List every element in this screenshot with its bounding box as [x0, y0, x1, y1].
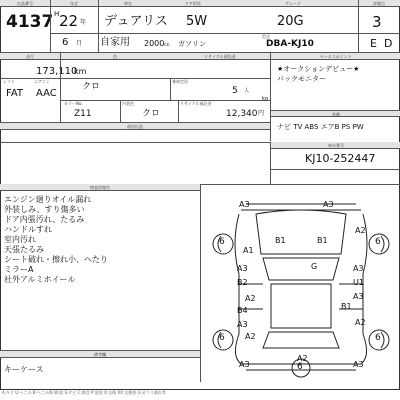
code-a2-right: A2	[245, 294, 256, 303]
damage-diagram	[200, 184, 400, 382]
footer-legend: A:キズ U:へこみ B:へこみ傷 W:波 S:サビ C:腐食 P:塗装 X:交換 XX:交換要 G:ガラス割れ等	[2, 390, 166, 395]
detail-block	[0, 53, 272, 143]
code-g-windshield: G	[311, 262, 318, 271]
note-line: エンジン廻りオイル漏れ	[4, 195, 92, 204]
color-code: Z11	[74, 109, 92, 119]
code-a3-fender-right: A3	[353, 264, 364, 273]
recycle-label-top: リサイクル預託金	[170, 53, 270, 60]
inspector-notes	[0, 184, 200, 350]
note-line: 外装しみ、すり傷多い	[4, 205, 85, 214]
code-a2-bottom: A2	[297, 354, 308, 363]
mileage-value: 173,110	[36, 66, 78, 77]
code-a3-mid-right: A3	[353, 292, 364, 301]
code-a3-bottom-right: A3	[353, 360, 364, 369]
code-b1-bonnet-left: B1	[275, 236, 286, 245]
fuel: ガソリン	[178, 40, 206, 48]
era: H	[54, 10, 60, 18]
code-a2-rear-right: A2	[355, 318, 366, 327]
sales-point-1: ★オークションデビュー★	[277, 65, 360, 73]
recycle-unit: 円	[258, 110, 265, 117]
shift-value: FAT	[6, 88, 24, 99]
remarks-block	[0, 350, 200, 383]
code-a3-bottom-left: A3	[239, 360, 250, 369]
history-label: 前回出品	[0, 123, 270, 130]
sales-point-2: バックモニター	[277, 75, 326, 83]
sales-point-block	[270, 53, 400, 141]
month-value: 6	[62, 37, 69, 48]
tire-fr-tread: 6	[375, 237, 381, 247]
note-line: ミラーA	[4, 265, 34, 274]
model-label: 型式	[262, 34, 270, 39]
chassis-block	[270, 142, 400, 184]
color-label: 色	[60, 53, 170, 60]
seats-label: 乗車定員	[172, 79, 188, 84]
load-unit: kg	[262, 96, 269, 102]
code-a2-top-right: A2	[355, 226, 366, 235]
equipment-label: 装備	[271, 110, 400, 117]
note-line: ハンドルすれ	[4, 225, 52, 234]
lot-number: 4137	[6, 12, 54, 32]
code-b2-fender-left: B2	[237, 278, 248, 287]
car-name: デュアリス	[104, 14, 168, 29]
ac-label: エアコン	[34, 79, 50, 84]
code-a3-rear-left: A3	[237, 320, 248, 329]
score-value: 3	[372, 13, 382, 31]
year-suffix: 年	[80, 19, 87, 26]
color-code-label: カラーNo.	[64, 101, 83, 106]
mileage-label: 走行	[0, 53, 60, 60]
grade-label: グレード	[228, 0, 358, 7]
code-a3-front-right: A3	[323, 200, 334, 209]
top-header-row	[0, 0, 400, 52]
maker-label: 車名	[98, 0, 158, 7]
inner-color: クロ	[142, 109, 161, 119]
usage: 自家用	[100, 37, 130, 48]
grade-value: 20G	[277, 14, 304, 29]
code-u1-fender-right: U1	[353, 278, 364, 287]
month-suffix: 月	[76, 40, 83, 47]
remarks-label: 備考欄	[0, 351, 200, 358]
code-b4-rear-left: B4	[237, 306, 248, 315]
tire-fl-tread: 6	[219, 237, 225, 247]
recycle-label: リサイクル預託金	[180, 101, 212, 106]
remark-1: キーケース	[4, 365, 44, 374]
seats-value: 5	[232, 86, 238, 96]
score-label: 評価点	[358, 0, 400, 7]
chassis-label: 車台番号	[271, 142, 400, 149]
mileage-unit: km	[74, 67, 87, 76]
lot-label: 出品番号	[0, 0, 50, 7]
sales-point-label: セールスポイント	[271, 53, 400, 60]
note-line: ドア内張汚れ、たるみ	[4, 215, 85, 224]
displacement-unit: cc	[164, 42, 170, 48]
interior-grade: E	[370, 37, 377, 50]
ac-value: AAC	[36, 88, 57, 99]
car-outline	[201, 184, 400, 382]
recycle-value: 12,340	[226, 109, 258, 119]
code-a1-bonnet: A1	[243, 246, 254, 255]
note-line: 社外アルミホイール	[4, 275, 76, 284]
inner-color-label: 内装色	[122, 101, 134, 106]
doors-label: ドア形状	[158, 0, 228, 7]
body-color: クロ	[82, 82, 101, 92]
exterior-grade: D	[384, 37, 393, 50]
code-a3-fender-left: A3	[237, 264, 248, 273]
equipment-list: ナビ TV ABS エアB PS PW	[277, 123, 364, 131]
note-line: シート破れ・擦れ小、へたり	[4, 255, 108, 264]
chassis-number: KJ10-252447	[305, 152, 376, 165]
door-type: 5W	[186, 14, 208, 29]
year-value: 22	[59, 12, 79, 30]
model-code: DBA-KJ10	[266, 39, 314, 49]
tire-rr-tread: 6	[375, 333, 381, 343]
year-label: 年式	[50, 0, 98, 7]
note-line: 天張たるみ	[4, 245, 44, 254]
code-b1-rear-right: B1	[341, 302, 352, 311]
note-line: 室内汚れ	[4, 235, 36, 244]
tire-spare-tread: 6	[297, 362, 303, 372]
tire-rl-tread: 6	[219, 333, 225, 343]
notes-label: 検査員報告	[0, 184, 200, 191]
code-b1-bonnet-right: B1	[317, 236, 328, 245]
shift-label: シフト	[3, 79, 15, 84]
displacement: 2000	[144, 39, 165, 48]
code-a2-rear-left: A2	[245, 332, 256, 341]
seats-unit: 人	[244, 88, 250, 94]
code-a3-front-left: A3	[239, 200, 250, 209]
